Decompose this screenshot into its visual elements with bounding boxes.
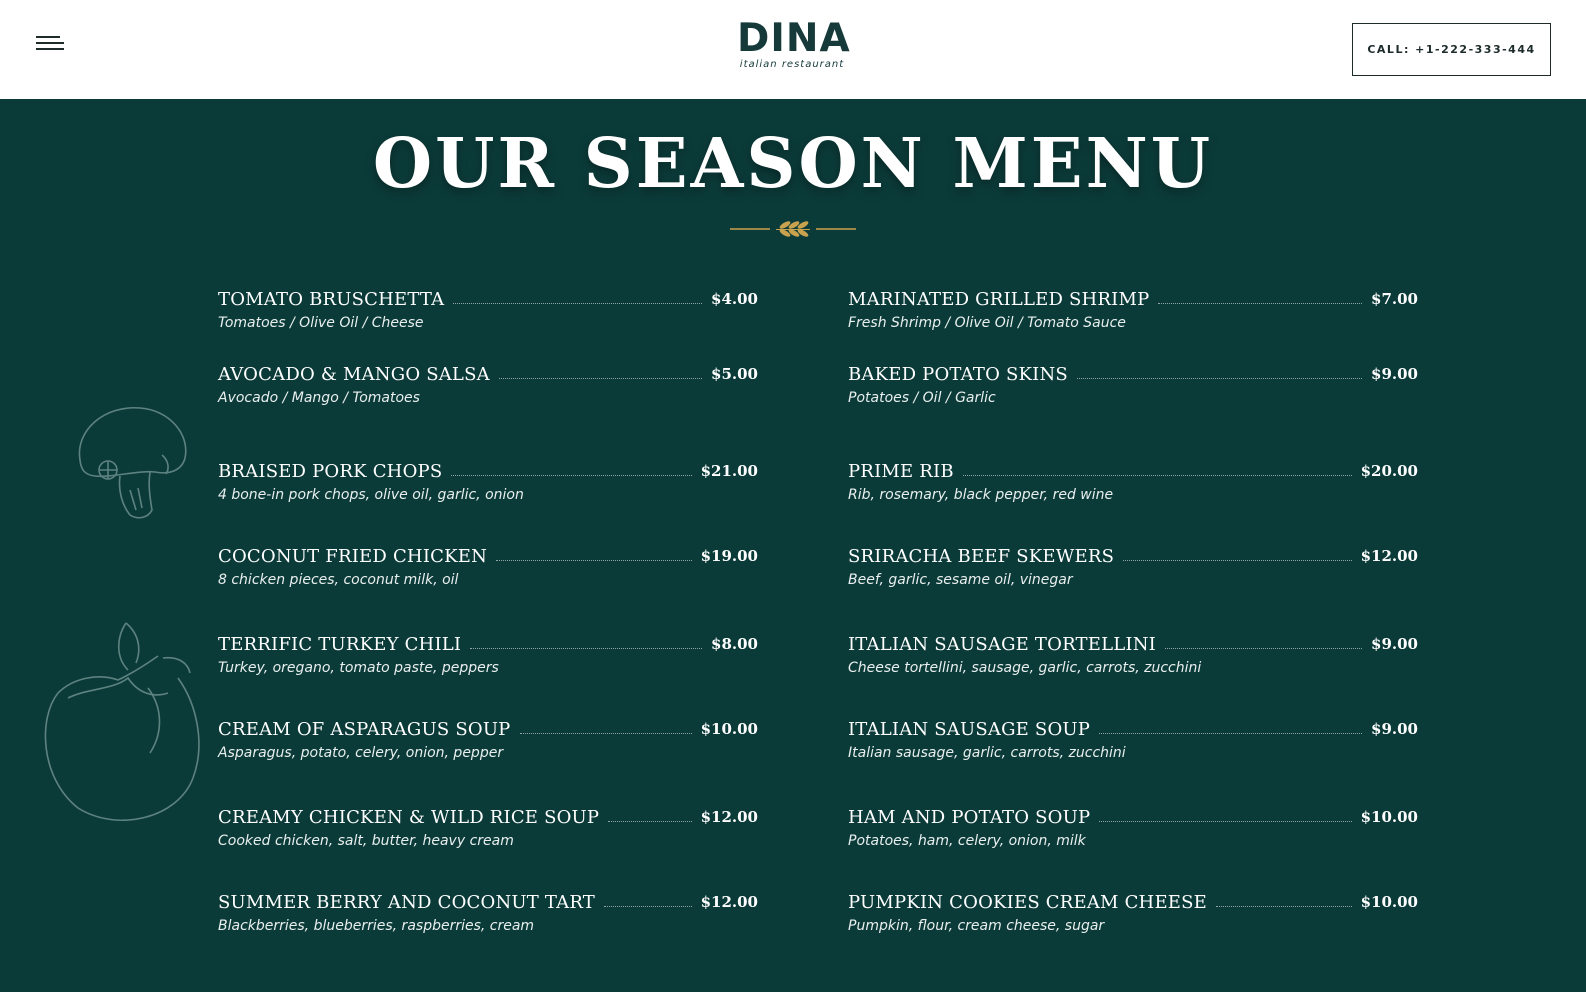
menu-item-row [218,887,758,913]
menu-item-row [848,541,1418,567]
menu-item-row [848,456,1418,482]
menu-item-description: 8 chicken pieces, coconut milk, oil [218,572,459,588]
menu-item-price: $12.00 [1360,547,1418,565]
menu-item-name: ITALIAN SAUSAGE SOUP [848,719,1091,740]
site-header [0,0,1586,99]
menu-item-description: Potatoes / Oil / Garlic [848,390,996,406]
menu-item [848,714,1418,774]
menu-item-leader [1077,378,1362,379]
menu-item-row [848,629,1418,655]
menu-item [848,359,1418,419]
menu-item-leader [470,648,702,649]
menu-item [218,541,758,601]
menu-item-price: $19.00 [700,547,758,565]
menu-item-price: $9.00 [1371,635,1418,653]
menu-item-row [848,887,1418,913]
menu-item [218,714,758,774]
menu-item-row [848,284,1418,310]
menu-item-row [848,714,1418,740]
menu-item-row [218,541,758,567]
menu-item-description: Potatoes, ham, celery, onion, milk [848,833,1086,849]
menu-item-name: AVOCADO & MANGO SALSA [218,364,490,385]
menu-item-price: $10.00 [1360,808,1418,826]
menu-item [848,456,1418,516]
menu-item-leader [499,378,702,379]
menu-item-leader [451,475,691,476]
menu-item-name: CREAM OF ASPARAGUS SOUP [218,719,511,740]
menu-item-price: $10.00 [1360,893,1418,911]
menu-item-description: Italian sausage, garlic, carrots, zucchini [848,745,1126,761]
menu-item-name: BRAISED PORK CHOPS [218,461,443,482]
menu-item-price: $4.00 [711,290,758,308]
menu-item-price: $21.00 [700,462,758,480]
menu-item [218,284,758,344]
menu-item-description: Cheese tortellini, sausage, garlic, carrots, zucchini [848,660,1202,676]
menu-item-description: Cooked chicken, salt, butter, heavy cream [218,833,514,849]
menu-item [848,284,1418,344]
menu-item-name: TOMATO BRUSCHETTA [218,289,445,310]
menu-item-description: Turkey, oregano, tomato paste, peppers [218,660,499,676]
logo[interactable] [737,16,851,74]
menu-item-row [218,714,758,740]
page-title: OUR SEASON MENU [372,124,1214,204]
menu-item [218,456,758,516]
menu-item-description: Avocado / Mango / Tomatoes [218,390,420,406]
menu-item-row [218,802,758,828]
menu-item-leader [520,733,692,734]
menu-item [218,887,758,947]
menu-item-leader [608,821,691,822]
menu-item-name: MARINATED GRILLED SHRIMP [848,289,1150,310]
menu-item-leader [1165,648,1362,649]
hamburger-line [36,42,64,44]
menu-item-description: Rib, rosemary, black pepper, red wine [848,487,1114,503]
menu-item-description: Tomatoes / Olive Oil / Cheese [218,315,424,331]
menu-item-price: $12.00 [700,893,758,911]
call-button[interactable]: CALL: +1-222-333-444 [1352,23,1551,76]
menu-item-leader [1158,303,1362,304]
wheat-divider-icon [730,218,856,240]
menu-item-name: SUMMER BERRY AND COCONUT TART [218,892,595,913]
menu-item-price: $9.00 [1371,720,1418,738]
menu-item [218,802,758,862]
logo-subtitle: italian restaurant [739,59,845,70]
menu-item-name: TERRIFIC TURKEY CHILI [218,634,462,655]
menu-item-price: $7.00 [1371,290,1418,308]
menu-item-name: HAM AND POTATO SOUP [848,807,1091,828]
menu-item-price: $5.00 [711,365,758,383]
menu-item-price: $20.00 [1360,462,1418,480]
hamburger-menu-icon[interactable] [36,34,64,54]
menu-item-name: ITALIAN SAUSAGE TORTELLINI [848,634,1156,655]
logo-text: DINA [737,16,851,61]
mushroom-sketch-icon [70,400,195,525]
menu-item-name: PRIME RIB [848,461,954,482]
menu-item-description: Asparagus, potato, celery, onion, pepper [218,745,504,761]
menu-item-name: BAKED POTATO SKINS [848,364,1068,385]
hamburger-line [36,36,60,38]
menu-item-description: Blackberries, blueberries, raspberries, cream [218,918,535,934]
menu-item-description: Beef, garlic, sesame oil, vinegar [848,572,1073,588]
menu-item [218,629,758,689]
menu-item-leader [496,560,692,561]
menu-item-row [848,359,1418,385]
menu-item-leader [453,303,702,304]
menu-item-leader [604,906,692,907]
menu-item-description: 4 bone-in pork chops, olive oil, garlic, onion [218,487,524,503]
menu-item-row [848,802,1418,828]
menu-item [848,802,1418,862]
menu-item-row [218,359,758,385]
menu-item-row [218,629,758,655]
menu-item [848,629,1418,689]
menu-item [848,541,1418,601]
menu-item-leader [1216,906,1352,907]
menu-item-price: $10.00 [700,720,758,738]
menu-item-description: Fresh Shrimp / Olive Oil / Tomato Sauce [848,315,1126,331]
menu-item [848,887,1418,947]
menu-item-price: $8.00 [711,635,758,653]
menu-item-description: Pumpkin, flour, cream cheese, sugar [848,918,1105,934]
menu-item-price: $12.00 [700,808,758,826]
tomato-sketch-icon [38,618,208,828]
menu-item-name: CREAMY CHICKEN & WILD RICE SOUP [218,807,600,828]
menu-item-row [218,284,758,310]
menu-item-leader [1123,560,1351,561]
hamburger-line [36,48,64,50]
menu-item-leader [963,475,1352,476]
menu-item [218,359,758,419]
menu-item-row [218,456,758,482]
menu-item-price: $9.00 [1371,365,1418,383]
menu-item-name: PUMPKIN COOKIES CREAM CHEESE [848,892,1208,913]
menu-item-name: SRIRACHA BEEF SKEWERS [848,546,1115,567]
menu-item-leader [1099,733,1362,734]
menu-item-name: COCONUT FRIED CHICKEN [218,546,488,567]
menu-item-leader [1099,821,1351,822]
